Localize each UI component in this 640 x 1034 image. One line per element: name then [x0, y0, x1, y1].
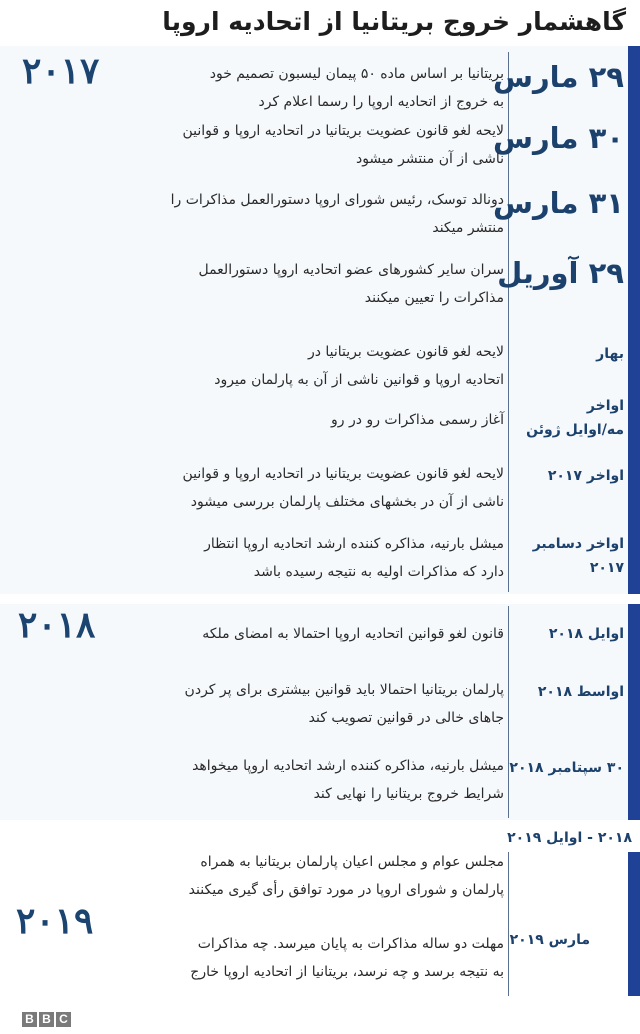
timeline-divider-2018 — [508, 606, 509, 818]
timeline-bar-2017 — [628, 46, 640, 594]
timeline-divider-2019 — [508, 852, 509, 996]
event-date: اواسط ۲۰۱۸ — [537, 684, 624, 700]
event-description: بریتانیا بر اساس ماده ۵۰ پیمان لیسبون تصمیم خود به خروج از اتحادیه اروپا را رسما اعلام کرد — [209, 66, 504, 110]
event-description: مجلس عوام و مجلس اعیان پارلمان بریتانیا به همراه پارلمان و شورای اروپا در مورد توافق رأی گیری میکنند — [188, 854, 504, 898]
event-date: اواخر ۲۰۱۷ — [547, 468, 624, 484]
event-description: دونالد توسک، رئیس شورای اروپا دستورالعمل مذاکرات را منتشر میکند — [170, 192, 504, 236]
event-description: سران سایر کشورهای عضو اتحادیه اروپا دستورالعمل مذاکرات را تعیین میکنند — [198, 262, 504, 306]
event-date: ۲۹ مارس — [492, 60, 624, 94]
event-description: میشل بارنیه، مذاکره کننده ارشد اتحادیه اروپا میخواهد شرایط خروج بریتانیا را نهایی کند — [192, 758, 504, 802]
event-date: اوایل ۲۰۱۸ — [548, 626, 624, 642]
page-title: گاهشمار خروج بریتانیا از اتحادیه اروپا — [162, 7, 626, 36]
event-date: مارس ۲۰۱۹ — [509, 932, 590, 948]
event-description: میشل بارنیه، مذاکره کننده ارشد اتحادیه اروپا انتظار دارد که مذاکرات اولیه به نتیجه رسیده باشد — [204, 536, 504, 580]
year-label-2017: ۲۰۱۷ — [22, 50, 100, 92]
bbc-logo: B B C — [22, 1012, 71, 1027]
event-description: لایحه لغو قانون عضویت بریتانیا در اتحادیه اروپا و قوانین ناشی از آن در بخشهای مختلف پارلمان بررسی میشود — [182, 466, 504, 510]
event-description: پارلمان بریتانیا احتمالا باید قوانین بیشتری برای پر کردن جاهای خالی در قوانین تصویب کند — [184, 682, 504, 726]
year-label-2019: ۲۰۱۹ — [16, 900, 94, 942]
event-description: مهلت دو ساله مذاکرات به پایان میرسد. چه مذاکرات به نتیجه برسد و چه نرسد، بریتانیا از اتحادیه اروپا خارج — [190, 936, 504, 980]
event-date: بهار — [596, 346, 624, 362]
event-date: اواخر دسامبر ۲۰۱۷ — [532, 536, 624, 576]
event-date: ۲۹ آوریل — [497, 256, 624, 290]
timeline-bar-2018 — [628, 604, 640, 820]
event-date: اواخر مه/اوایل ژوئن — [526, 398, 624, 438]
year-label-2018: ۲۰۱۸ — [18, 604, 96, 646]
event-description: قانون لغو قوانین اتحادیه اروپا احتمالا به امضای ملکه — [202, 626, 504, 642]
event-description: لایحه لغو قانون عضویت بریتانیا در اتحادیه اروپا و قوانین ناشی از آن به پارلمان میرود — [214, 344, 504, 388]
event-date: ۲۰۱۸ - اوایل ۲۰۱۹ — [507, 830, 632, 846]
event-description: آغاز رسمی مذاکرات رو در رو — [331, 412, 504, 428]
event-date: ۳۱ مارس — [492, 186, 624, 220]
event-date: ۳۰ مارس — [492, 121, 624, 155]
timeline-bar-2019 — [628, 852, 640, 996]
event-date: ۳۰ سپتامبر ۲۰۱۸ — [509, 760, 624, 776]
event-description: لایحه لغو قانون عضویت بریتانیا در اتحادیه اروپا و قوانین ناشی از آن منتشر میشود — [182, 123, 504, 167]
